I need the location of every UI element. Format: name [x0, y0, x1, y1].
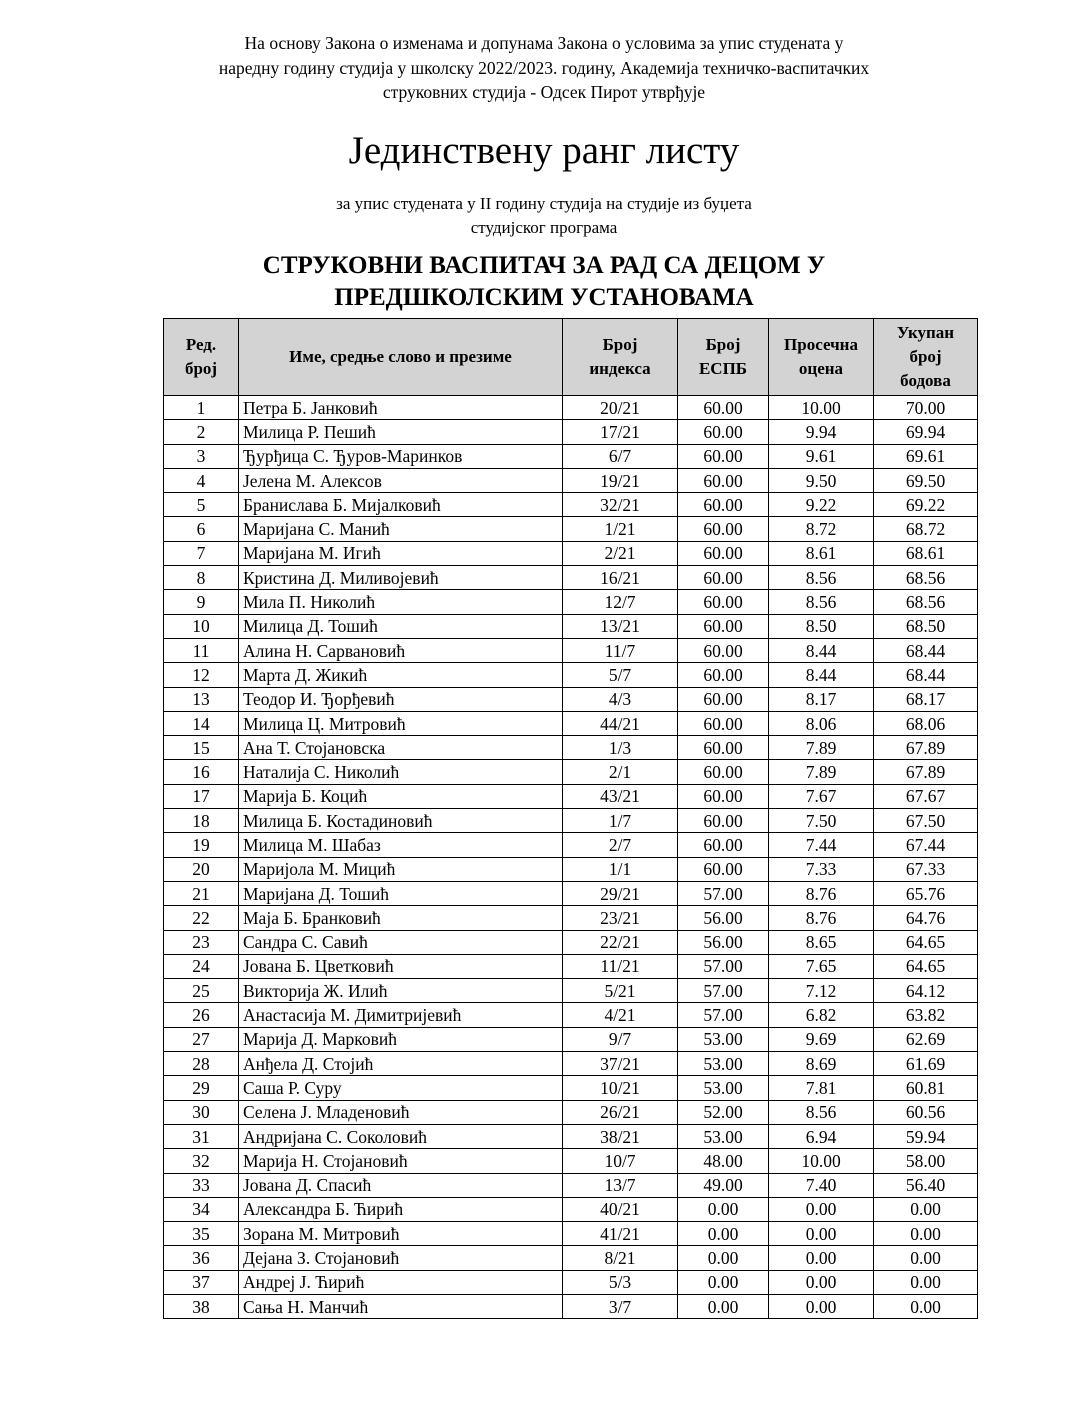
- name-cell: Зорана М. Митровић: [239, 1222, 563, 1246]
- average-cell: 9.50: [769, 468, 874, 492]
- average-cell: 7.40: [769, 1173, 874, 1197]
- average-cell: 10.00: [769, 1149, 874, 1173]
- total-cell: 67.89: [874, 760, 978, 784]
- total-cell: 58.00: [874, 1149, 978, 1173]
- ects-cell: 60.00: [678, 541, 769, 565]
- table-row: [164, 468, 978, 492]
- total-cell: 0.00: [874, 1246, 978, 1270]
- table-row: [164, 396, 978, 420]
- rank-cell: 29: [164, 1076, 239, 1100]
- col-ects-header: [678, 319, 769, 396]
- index-cell: 19/21: [563, 468, 678, 492]
- average-cell: 8.44: [769, 638, 874, 662]
- table-row: [164, 1027, 978, 1051]
- document-title: Јединствену ранг листу: [348, 129, 740, 172]
- ects-cell: 56.00: [678, 906, 769, 930]
- average-cell: 7.50: [769, 809, 874, 833]
- ects-cell: 60.00: [678, 566, 769, 590]
- rank-cell: 15: [164, 736, 239, 760]
- rank-cell: 22: [164, 906, 239, 930]
- name-cell: Јована Б. Цветковић: [239, 954, 563, 978]
- name-cell: Милица Б. Костадиновић: [239, 809, 563, 833]
- total-cell: 67.44: [874, 833, 978, 857]
- col-total-header: [874, 319, 978, 396]
- average-cell: 8.56: [769, 566, 874, 590]
- average-cell: 7.65: [769, 954, 874, 978]
- table-row: [164, 1173, 978, 1197]
- rank-cell: 3: [164, 444, 239, 468]
- total-cell: 0.00: [874, 1270, 978, 1294]
- col-index-header: [563, 319, 678, 396]
- average-cell: 8.61: [769, 541, 874, 565]
- table-row: [164, 930, 978, 954]
- rank-cell: 7: [164, 541, 239, 565]
- ects-cell: 53.00: [678, 1076, 769, 1100]
- ects-cell: 60.00: [678, 760, 769, 784]
- header-text-line: број: [184, 359, 218, 378]
- ects-cell: 60.00: [678, 493, 769, 517]
- rank-cell: 12: [164, 663, 239, 687]
- index-cell: 44/21: [563, 711, 678, 735]
- ects-cell: 56.00: [678, 930, 769, 954]
- table-row: [164, 1149, 978, 1173]
- header-text-line: Просечна: [784, 335, 858, 354]
- total-cell: 68.06: [874, 711, 978, 735]
- name-cell: Сандра С. Савић: [239, 930, 563, 954]
- header-text-line: Укупан: [896, 323, 955, 342]
- name-cell: Андреј Ј. Ћирић: [239, 1270, 563, 1294]
- total-cell: 68.61: [874, 541, 978, 565]
- index-cell: 32/21: [563, 493, 678, 517]
- table-row: [164, 736, 978, 760]
- total-cell: 67.50: [874, 809, 978, 833]
- col-rank-header: [164, 319, 239, 396]
- total-cell: 69.22: [874, 493, 978, 517]
- average-cell: 7.81: [769, 1076, 874, 1100]
- rank-cell: 17: [164, 784, 239, 808]
- rank-cell: 4: [164, 468, 239, 492]
- index-cell: 5/7: [563, 663, 678, 687]
- total-cell: 0.00: [874, 1222, 978, 1246]
- rank-cell: 14: [164, 711, 239, 735]
- table-row: [164, 1222, 978, 1246]
- table-row: [164, 444, 978, 468]
- rank-cell: 32: [164, 1149, 239, 1173]
- index-cell: 13/21: [563, 614, 678, 638]
- ects-cell: 60.00: [678, 857, 769, 881]
- table-row: [164, 590, 978, 614]
- header-text-line: индекса: [589, 359, 651, 378]
- total-cell: 68.50: [874, 614, 978, 638]
- total-cell: 62.69: [874, 1027, 978, 1051]
- index-cell: 43/21: [563, 784, 678, 808]
- index-cell: 29/21: [563, 881, 678, 905]
- ects-cell: 60.00: [678, 809, 769, 833]
- name-cell: Марија Д. Марковић: [239, 1027, 563, 1051]
- rank-cell: 8: [164, 566, 239, 590]
- ects-cell: 57.00: [678, 979, 769, 1003]
- subtitle-line: за упис студената у II годину студија на студије из буџета: [336, 194, 752, 213]
- total-cell: 64.65: [874, 954, 978, 978]
- name-cell: Марта Д. Жикић: [239, 663, 563, 687]
- table-row: [164, 566, 978, 590]
- average-cell: 6.94: [769, 1124, 874, 1148]
- index-cell: 22/21: [563, 930, 678, 954]
- total-cell: 68.44: [874, 663, 978, 687]
- average-cell: 8.17: [769, 687, 874, 711]
- rank-cell: 33: [164, 1173, 239, 1197]
- index-cell: 1/1: [563, 857, 678, 881]
- ects-cell: 0.00: [678, 1270, 769, 1294]
- ects-cell: 49.00: [678, 1173, 769, 1197]
- table-row: [164, 1246, 978, 1270]
- index-cell: 40/21: [563, 1197, 678, 1221]
- name-cell: Сања Н. Манчић: [239, 1294, 563, 1318]
- ects-cell: 60.00: [678, 614, 769, 638]
- index-cell: 2/21: [563, 541, 678, 565]
- average-cell: 8.50: [769, 614, 874, 638]
- table-row: [164, 420, 978, 444]
- rank-cell: 25: [164, 979, 239, 1003]
- header-text-line: оцена: [798, 359, 844, 378]
- name-cell: Марија Н. Стојановић: [239, 1149, 563, 1173]
- index-cell: 9/7: [563, 1027, 678, 1051]
- rank-cell: 20: [164, 857, 239, 881]
- name-cell: Кристина Д. Миливојевић: [239, 566, 563, 590]
- average-cell: 7.89: [769, 760, 874, 784]
- index-cell: 13/7: [563, 1173, 678, 1197]
- name-cell: Саша Р. Суру: [239, 1076, 563, 1100]
- name-cell: Ана Т. Стојановска: [239, 736, 563, 760]
- total-cell: 67.67: [874, 784, 978, 808]
- table-row: [164, 687, 978, 711]
- rank-cell: 30: [164, 1100, 239, 1124]
- name-cell: Ђурђица С. Ђуров-Маринков: [239, 444, 563, 468]
- index-cell: 20/21: [563, 396, 678, 420]
- average-cell: 7.89: [769, 736, 874, 760]
- average-cell: 9.69: [769, 1027, 874, 1051]
- name-cell: Јелена М. Алексов: [239, 468, 563, 492]
- total-cell: 56.40: [874, 1173, 978, 1197]
- total-cell: 63.82: [874, 1003, 978, 1027]
- name-cell: Маријола М. Мицић: [239, 857, 563, 881]
- rank-cell: 16: [164, 760, 239, 784]
- total-cell: 60.81: [874, 1076, 978, 1100]
- total-cell: 68.72: [874, 517, 978, 541]
- table-row: [164, 517, 978, 541]
- table-row: [164, 979, 978, 1003]
- total-cell: 65.76: [874, 881, 978, 905]
- index-cell: 5/21: [563, 979, 678, 1003]
- table-row: [164, 493, 978, 517]
- total-cell: 68.44: [874, 638, 978, 662]
- name-cell: Андријана С. Соколовић: [239, 1124, 563, 1148]
- ects-cell: 0.00: [678, 1294, 769, 1318]
- rank-cell: 21: [164, 881, 239, 905]
- table-row: [164, 1100, 978, 1124]
- total-cell: 67.33: [874, 857, 978, 881]
- ects-cell: 60.00: [678, 468, 769, 492]
- average-cell: 7.44: [769, 833, 874, 857]
- ects-cell: 60.00: [678, 517, 769, 541]
- ects-cell: 53.00: [678, 1027, 769, 1051]
- name-cell: Маријана Д. Тошић: [239, 881, 563, 905]
- total-cell: 69.61: [874, 444, 978, 468]
- index-cell: 11/7: [563, 638, 678, 662]
- name-cell: Петра Б. Јанковић: [239, 396, 563, 420]
- index-cell: 41/21: [563, 1222, 678, 1246]
- subtitle-line: студијског програма: [470, 218, 618, 237]
- rank-cell: 1: [164, 396, 239, 420]
- name-cell: Алина Н. Сарвановић: [239, 638, 563, 662]
- header-text-line: ЕСПБ: [698, 359, 748, 378]
- total-cell: 59.94: [874, 1124, 978, 1148]
- table-row: [164, 711, 978, 735]
- intro-line: На основу Закона о изменама и допунама Закона о условима за упис студената у: [244, 33, 844, 53]
- index-cell: 2/1: [563, 760, 678, 784]
- name-cell: Бранислава Б. Мијалковић: [239, 493, 563, 517]
- ects-cell: 53.00: [678, 1124, 769, 1148]
- ects-cell: 60.00: [678, 711, 769, 735]
- name-cell: Милица Ц. Митровић: [239, 711, 563, 735]
- average-cell: 8.56: [769, 590, 874, 614]
- ects-cell: 60.00: [678, 687, 769, 711]
- rank-cell: 11: [164, 638, 239, 662]
- name-cell: Александра Б. Ћирић: [239, 1197, 563, 1221]
- name-cell: Мила П. Николић: [239, 590, 563, 614]
- rank-cell: 36: [164, 1246, 239, 1270]
- index-cell: 1/3: [563, 736, 678, 760]
- index-cell: 37/21: [563, 1052, 678, 1076]
- table-row: [164, 1270, 978, 1294]
- name-cell: Маријана М. Игић: [239, 541, 563, 565]
- name-cell: Милица М. Шабаз: [239, 833, 563, 857]
- index-cell: 2/7: [563, 833, 678, 857]
- header-text-line: број: [909, 347, 942, 366]
- table-row: [164, 954, 978, 978]
- table-row: [164, 1294, 978, 1318]
- table-row: [164, 881, 978, 905]
- average-cell: 0.00: [769, 1197, 874, 1221]
- ects-cell: 48.00: [678, 1149, 769, 1173]
- table-row: [164, 541, 978, 565]
- total-cell: 69.94: [874, 420, 978, 444]
- table-row: [164, 1124, 978, 1148]
- header-text-line: Ред.: [185, 335, 217, 354]
- table-row: [164, 906, 978, 930]
- total-cell: 0.00: [874, 1197, 978, 1221]
- rank-cell: 2: [164, 420, 239, 444]
- rank-cell: 28: [164, 1052, 239, 1076]
- rank-cell: 23: [164, 930, 239, 954]
- average-cell: 8.76: [769, 881, 874, 905]
- table-row: [164, 809, 978, 833]
- total-cell: 64.76: [874, 906, 978, 930]
- program-name: [0, 250, 1088, 314]
- total-cell: 68.56: [874, 590, 978, 614]
- total-cell: 61.69: [874, 1052, 978, 1076]
- rank-cell: 34: [164, 1197, 239, 1221]
- table-header-row: [164, 319, 978, 396]
- index-cell: 16/21: [563, 566, 678, 590]
- average-cell: 0.00: [769, 1246, 874, 1270]
- index-cell: 11/21: [563, 954, 678, 978]
- name-cell: Дејана З. Стојановић: [239, 1246, 563, 1270]
- total-cell: 60.56: [874, 1100, 978, 1124]
- rank-cell: 27: [164, 1027, 239, 1051]
- ects-cell: 53.00: [678, 1052, 769, 1076]
- average-cell: 8.65: [769, 930, 874, 954]
- program-line: СТРУКОВНИ ВАСПИТАЧ ЗА РАД СА ДЕЦОМ У: [262, 252, 826, 279]
- index-cell: 4/21: [563, 1003, 678, 1027]
- total-cell: 69.50: [874, 468, 978, 492]
- table-row: [164, 857, 978, 881]
- index-cell: 10/7: [563, 1149, 678, 1173]
- index-cell: 3/7: [563, 1294, 678, 1318]
- ects-cell: 60.00: [678, 444, 769, 468]
- header-text-line: Број: [705, 335, 741, 354]
- average-cell: 0.00: [769, 1270, 874, 1294]
- subtitle: [0, 192, 1088, 240]
- name-cell: Маријана С. Манић: [239, 517, 563, 541]
- ects-cell: 52.00: [678, 1100, 769, 1124]
- name-cell: Милица Д. Тошић: [239, 614, 563, 638]
- rank-cell: 38: [164, 1294, 239, 1318]
- rank-cell: 35: [164, 1222, 239, 1246]
- ects-cell: 57.00: [678, 954, 769, 978]
- name-cell: Јована Д. Спасић: [239, 1173, 563, 1197]
- index-cell: 10/21: [563, 1076, 678, 1100]
- table-row: [164, 663, 978, 687]
- average-cell: 8.06: [769, 711, 874, 735]
- ects-cell: 60.00: [678, 420, 769, 444]
- index-cell: 8/21: [563, 1246, 678, 1270]
- index-cell: 23/21: [563, 906, 678, 930]
- rank-cell: 6: [164, 517, 239, 541]
- ranking-table: [163, 318, 978, 1319]
- average-cell: 6.82: [769, 1003, 874, 1027]
- average-cell: 8.69: [769, 1052, 874, 1076]
- table-row: [164, 1197, 978, 1221]
- average-cell: 0.00: [769, 1294, 874, 1318]
- col-average-header: [769, 319, 874, 396]
- index-cell: 38/21: [563, 1124, 678, 1148]
- index-cell: 17/21: [563, 420, 678, 444]
- rank-cell: 18: [164, 809, 239, 833]
- name-cell: Марија Б. Коцић: [239, 784, 563, 808]
- rank-cell: 19: [164, 833, 239, 857]
- name-cell: Милица Р. Пешић: [239, 420, 563, 444]
- index-cell: 1/21: [563, 517, 678, 541]
- intro-line: наредну годину студија у школску 2022/2023. годину, Академија техничко-васпитачких: [218, 57, 870, 78]
- average-cell: 9.22: [769, 493, 874, 517]
- ects-cell: 60.00: [678, 638, 769, 662]
- program-line: ПРЕДШКОЛСКИМ УСТАНОВАМА: [334, 284, 754, 311]
- ects-cell: 60.00: [678, 590, 769, 614]
- rank-cell: 37: [164, 1270, 239, 1294]
- index-cell: 6/7: [563, 444, 678, 468]
- table-body: [164, 396, 978, 1319]
- intro-line: струковних студија - Одсек Пирот утврђује: [382, 82, 706, 102]
- average-cell: 8.72: [769, 517, 874, 541]
- average-cell: 7.33: [769, 857, 874, 881]
- index-cell: 1/7: [563, 809, 678, 833]
- table-row: [164, 1003, 978, 1027]
- average-cell: 8.76: [769, 906, 874, 930]
- rank-cell: 5: [164, 493, 239, 517]
- rank-cell: 31: [164, 1124, 239, 1148]
- index-cell: 26/21: [563, 1100, 678, 1124]
- total-cell: 64.65: [874, 930, 978, 954]
- rank-cell: 9: [164, 590, 239, 614]
- index-cell: 4/3: [563, 687, 678, 711]
- total-cell: 68.56: [874, 566, 978, 590]
- name-cell: Маја Б. Бранковић: [239, 906, 563, 930]
- ects-cell: 60.00: [678, 736, 769, 760]
- header-text-line: бодова: [900, 371, 951, 390]
- ects-cell: 57.00: [678, 1003, 769, 1027]
- name-cell: Теодор И. Ђорђевић: [239, 687, 563, 711]
- ects-cell: 60.00: [678, 833, 769, 857]
- total-cell: 0.00: [874, 1294, 978, 1318]
- name-cell: Викторија Ж. Илић: [239, 979, 563, 1003]
- ects-cell: 0.00: [678, 1246, 769, 1270]
- index-cell: 12/7: [563, 590, 678, 614]
- header-text-line: Број: [602, 335, 638, 354]
- table-row: [164, 1052, 978, 1076]
- ects-cell: 0.00: [678, 1197, 769, 1221]
- average-cell: 8.56: [769, 1100, 874, 1124]
- table-row: [164, 614, 978, 638]
- rank-cell: 26: [164, 1003, 239, 1027]
- table-row: [164, 784, 978, 808]
- table-row: [164, 833, 978, 857]
- ects-cell: 60.00: [678, 396, 769, 420]
- total-cell: 70.00: [874, 396, 978, 420]
- ects-cell: 60.00: [678, 663, 769, 687]
- name-cell: Анастасија М. Димитријевић: [239, 1003, 563, 1027]
- average-cell: 9.94: [769, 420, 874, 444]
- rank-cell: 10: [164, 614, 239, 638]
- average-cell: 8.44: [769, 663, 874, 687]
- average-cell: 7.67: [769, 784, 874, 808]
- rank-cell: 24: [164, 954, 239, 978]
- name-cell: Наталија С. Николић: [239, 760, 563, 784]
- col-name-header: [239, 319, 563, 396]
- header-text-line: Име, средње слово и презиме: [289, 347, 512, 366]
- table-row: [164, 1076, 978, 1100]
- index-cell: 5/3: [563, 1270, 678, 1294]
- ects-cell: 0.00: [678, 1222, 769, 1246]
- total-cell: 67.89: [874, 736, 978, 760]
- rank-cell: 13: [164, 687, 239, 711]
- average-cell: 0.00: [769, 1222, 874, 1246]
- name-cell: Анђела Д. Стојић: [239, 1052, 563, 1076]
- intro-paragraph: [0, 31, 1088, 105]
- total-cell: 68.17: [874, 687, 978, 711]
- name-cell: Селена Ј. Младеновић: [239, 1100, 563, 1124]
- average-cell: 9.61: [769, 444, 874, 468]
- total-cell: 64.12: [874, 979, 978, 1003]
- average-cell: 7.12: [769, 979, 874, 1003]
- ects-cell: 60.00: [678, 784, 769, 808]
- average-cell: 10.00: [769, 396, 874, 420]
- ects-cell: 57.00: [678, 881, 769, 905]
- table-row: [164, 760, 978, 784]
- table-row: [164, 638, 978, 662]
